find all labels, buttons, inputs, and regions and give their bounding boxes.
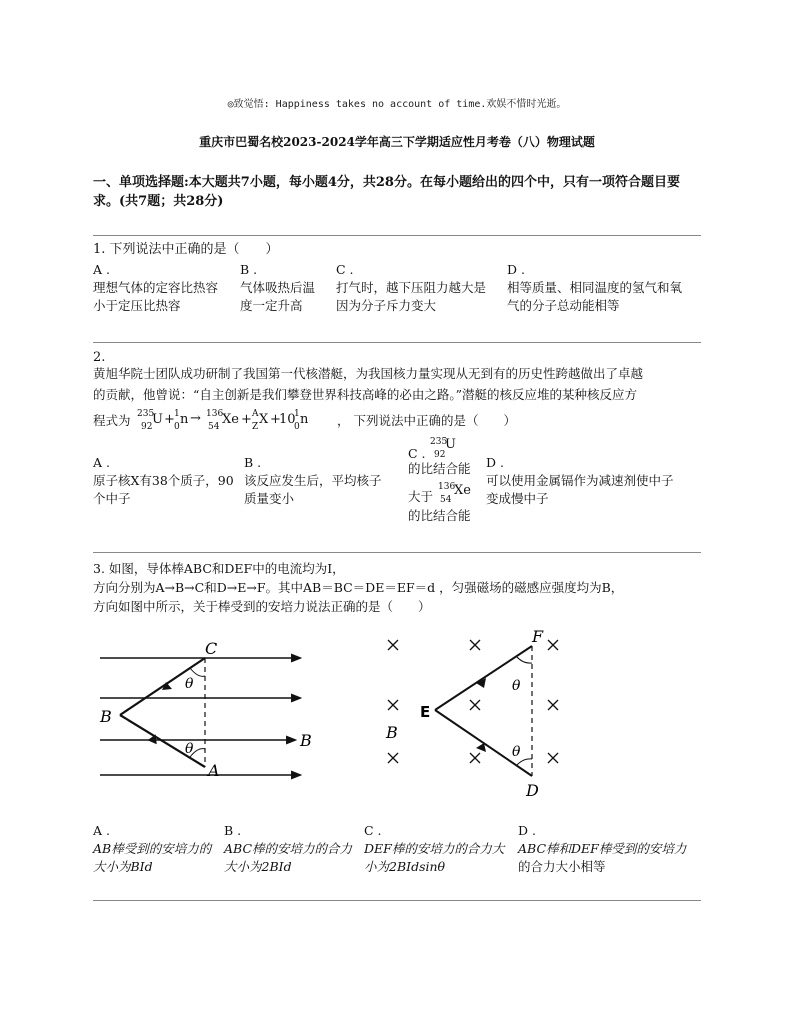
q2-stem-line2: 的贡献，他曾说：“自主创新是我们攀登世界科技高峰的必由之路。”潜艇的核反应堆的某种核反应方 [93, 387, 638, 402]
n-mass: 1 [294, 409, 300, 419]
q1-option-c[interactable] [336, 261, 506, 315]
arrow: → [190, 411, 201, 426]
q2-stem-line3 [93, 404, 703, 430]
q3-stem-line3: 方向如图中所示，关于棒受到的安培力说法正确的是（ ） [93, 599, 431, 614]
option-text: 该反应发生后，平均核子 [244, 473, 382, 488]
label-b-field: B [386, 723, 398, 742]
x-symbol: X [259, 412, 269, 427]
label-theta: θ [185, 741, 194, 757]
q3-option-a[interactable] [93, 822, 223, 876]
label-b-vertex: B [100, 707, 112, 726]
u-number: 92 [141, 422, 153, 432]
option-label: A . [93, 455, 110, 470]
label-b-field: B [300, 731, 312, 750]
q1-option-d[interactable] [507, 261, 702, 315]
option-text: 大小为2BId [224, 859, 292, 874]
rod-de [435, 710, 532, 776]
n-symbol: n [300, 412, 309, 427]
n-symbol: n [180, 412, 189, 427]
option-text: 气的分子总动能相等 [507, 298, 620, 313]
label-theta: θ [512, 678, 521, 694]
label-a: A [208, 761, 220, 780]
option-text: 的比结合能 [408, 508, 471, 523]
q1-option-a[interactable] [93, 261, 238, 315]
coefficient: 10 [279, 412, 296, 427]
plus-sign: + [164, 412, 175, 427]
option-label: B . [240, 262, 258, 277]
option-label: D . [507, 262, 525, 277]
q2-stem-line1: 黄旭华院士团队成功研制了我国第一代核潜艇，为我国核力量实现从无到有的历史性跨越做出了卓越 [93, 366, 644, 381]
xe-symbol: Xe [454, 483, 471, 498]
option-text: 变成慢中子 [486, 491, 549, 506]
option-text: 可以使用金属镉作为减速剂使中子 [486, 473, 674, 488]
option-label: A . [93, 823, 110, 838]
option-text: 原子核X有38个质子，90 [93, 473, 234, 488]
n-number: 0 [174, 422, 180, 432]
option-text: 气体吸热后温 [240, 280, 316, 295]
q2-line3-prefix: 程式为 [93, 413, 131, 428]
xe-number: 54 [440, 495, 452, 505]
option-text: 质量变小 [244, 491, 295, 506]
xe-mass: 136 [206, 409, 224, 419]
current-arrow [147, 734, 160, 747]
label-f: F [532, 628, 544, 646]
option-label: D . [486, 455, 504, 470]
option-text: 小为2BIdsinθ [364, 859, 446, 874]
q2-line3-suffix: ， 下列说法中正确的是（ ） [337, 413, 516, 428]
section-heading: 一、单项选择题:本大题共7小题，每小题4分，共28分。在每小题给出的四个中，只有一项符合题目要求。(共7题；共28分) [93, 175, 680, 209]
n-number: 0 [294, 422, 300, 432]
u-symbol: U [445, 437, 456, 452]
n-mass: 1 [174, 409, 180, 419]
u-symbol: U [152, 412, 163, 427]
q2-option-b[interactable] [244, 454, 404, 508]
q3-stem-line1: 3. 如图，导体棒ABC和DEF中的电流均为I， [93, 561, 345, 576]
option-text: 相等质量、相同温度的氢气和氧 [507, 280, 683, 295]
label-theta: θ [185, 676, 194, 692]
q1-stem: 1. 下列说法中正确的是（ ） [93, 242, 279, 257]
divider [93, 900, 701, 901]
option-text: 打气时，越下压阻力越大是 [336, 280, 487, 295]
q2-option-c[interactable] [408, 433, 484, 528]
u-number: 92 [434, 450, 446, 460]
option-text: 度一定升高 [240, 298, 303, 313]
option-text: 小于定压比热容 [93, 298, 181, 313]
option-label: C . [364, 823, 382, 838]
angle-arc [516, 656, 532, 663]
label-e: E [420, 703, 431, 721]
x-mass: A [252, 409, 259, 419]
q3-stem-line2: 方向分别为A→B→C和D→E→F。其中AB＝BC＝DE＝EF＝d ，匀强磁场的磁感应强度均为B， [93, 580, 624, 595]
option-label: A . [93, 262, 110, 277]
divider [93, 342, 701, 343]
divider [93, 235, 701, 236]
plus-sign: + [270, 412, 281, 427]
xe-number: 54 [208, 422, 220, 432]
option-text: 的合力大小相等 [518, 859, 606, 874]
option-text: AB棒受到的安培力的 [93, 841, 212, 856]
u-mass: 235 [430, 437, 448, 447]
q3-option-c[interactable] [364, 822, 519, 876]
x-number: Z [252, 422, 259, 432]
q1-option-b[interactable] [240, 261, 335, 315]
option-label: D . [518, 823, 536, 838]
q3-option-d[interactable] [518, 822, 703, 876]
option-label: B . [224, 823, 242, 838]
label-theta: θ [512, 744, 521, 760]
label-d: D [526, 781, 539, 800]
q2-option-d[interactable] [486, 454, 701, 508]
q2-number: 2. [93, 350, 106, 365]
divider [93, 552, 701, 553]
option-text: ABC棒和DEF棒受到的安培力 [518, 841, 687, 856]
page-motto: ◎致觉悟: Happiness takes no account of time.欢娱不惜时光逝。 [227, 99, 567, 110]
option-text: 大于 [408, 489, 434, 504]
page-title: 重庆市巴蜀名校2023-2024学年高三下学期适应性月考卷（八）物理试题 [199, 135, 595, 149]
plus-sign: + [241, 412, 252, 427]
option-text: 个中子 [93, 491, 131, 506]
q2-option-a[interactable] [93, 454, 243, 508]
option-label: C . [336, 262, 354, 277]
option-text: DEF棒的安培力的合力大 [364, 841, 505, 856]
figure-abc-field [90, 630, 330, 780]
q3-option-b[interactable] [224, 822, 364, 876]
label-c: C [205, 639, 218, 658]
option-text: 理想气体的定容比热容 [93, 280, 219, 295]
option-text: 的比结合能 [408, 461, 471, 476]
nuclear-equation [137, 404, 357, 430]
option-label: C . [408, 446, 426, 461]
xe-symbol: Xe [222, 412, 239, 427]
option-text: 大小为BId [93, 859, 153, 874]
xe-mass: 136 [438, 482, 456, 492]
option-text: ABC棒的安培力的合力 [224, 841, 353, 856]
u-mass: 235 [137, 409, 155, 419]
option-text: 因为分子斥力变大 [336, 298, 437, 313]
figure-def-field [380, 628, 580, 803]
option-label: B . [244, 455, 262, 470]
